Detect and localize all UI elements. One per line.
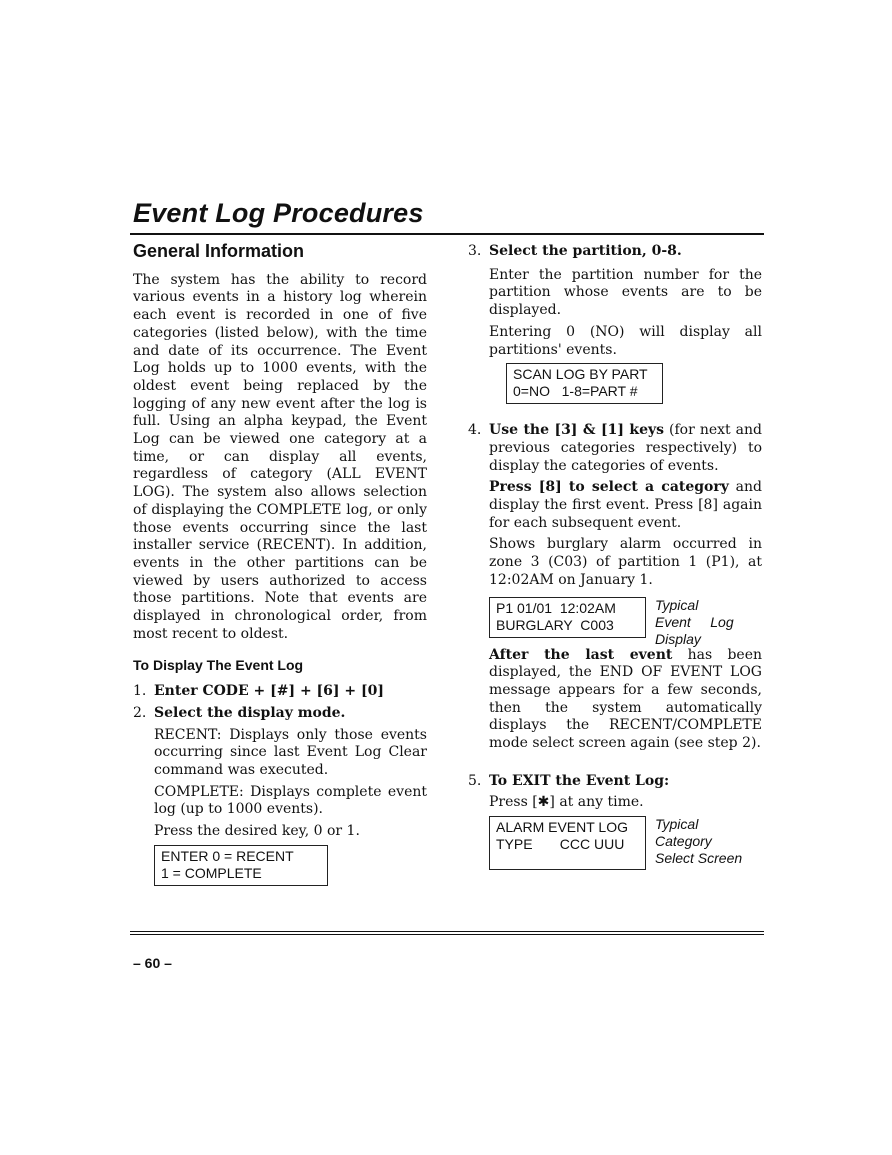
page-number: – 60 – bbox=[133, 955, 172, 971]
display-line-1: SCAN LOG BY PART bbox=[513, 366, 648, 383]
step-title: Use the [3] & [1] keys bbox=[489, 422, 665, 439]
step-5 bbox=[468, 773, 762, 870]
caption-line-3: Select Screen bbox=[655, 850, 743, 867]
display-line-1: ALARM EVENT LOG bbox=[496, 819, 629, 836]
display-caption bbox=[655, 597, 739, 648]
step-title: Select the partition, 0-8. bbox=[489, 243, 682, 259]
step-3 bbox=[468, 243, 762, 404]
right-column bbox=[468, 243, 762, 870]
step-title: To EXIT the Event Log: bbox=[489, 772, 670, 789]
select-category-rest: and display the first event. Press [8] again for each subsequent event. bbox=[489, 479, 762, 531]
caption-line-1: Typical bbox=[655, 596, 699, 613]
select-category-instruction bbox=[489, 479, 762, 532]
end-of-log-description bbox=[489, 647, 762, 753]
step-2 bbox=[133, 705, 427, 886]
footer-rule bbox=[130, 931, 764, 935]
step-number: 5. bbox=[468, 772, 482, 789]
step-4 bbox=[468, 422, 762, 753]
caption-line-2: Category bbox=[655, 833, 712, 850]
display-line-2: TYPE CCC UUU bbox=[496, 836, 625, 853]
all-partitions-note: Entering 0 (NO) will display all partitions' events. bbox=[489, 323, 762, 358]
display-caption bbox=[655, 816, 742, 867]
display-line-1: P1 01/01 12:02AM bbox=[496, 599, 616, 616]
keypad-display-mode-select bbox=[154, 845, 328, 886]
end-of-log-rest: has been displayed, the END OF EVENT LOG message appears for a few seconds, then the system automatically displays the RECENT/COMPLETE mode select screen again (see step 2). bbox=[489, 646, 762, 752]
step-1 bbox=[133, 683, 427, 701]
display-line-2: 1 = COMPLETE bbox=[161, 864, 262, 881]
page-title: Event Log Procedures bbox=[133, 198, 424, 228]
step-number: 2. bbox=[133, 704, 147, 721]
display-line-2: 0=NO 1-8=PART # bbox=[513, 383, 638, 400]
step-number: 4. bbox=[468, 422, 482, 439]
step-title: Enter CODE + [#] + [6] + [0] bbox=[154, 683, 385, 700]
burglary-example-description: Shows burglary alarm occurred in zone 3 (C03) of partition 1 (P1), at 12:02AM on January 1. bbox=[489, 536, 762, 588]
keypad-display-category bbox=[489, 816, 646, 870]
step-title: Select the display mode. bbox=[154, 704, 346, 721]
keypad-display-scan-log bbox=[506, 363, 663, 404]
step-number: 1. bbox=[133, 683, 147, 700]
category-keys-instruction bbox=[489, 422, 762, 475]
event-log-display-example bbox=[489, 597, 762, 648]
exit-instruction: Press [✱] at any time. bbox=[489, 794, 644, 811]
recent-description: RECENT: Displays only those events occurring since last Event Log Clear command was executed. bbox=[154, 726, 427, 778]
keypad-display-event bbox=[489, 597, 646, 638]
display-line-1: ENTER 0 = RECENT bbox=[161, 847, 294, 864]
intro-paragraph: The system has the ability to record various events in a history log wherein each event is recorded in one of five categories (listed below), with the time and date of its occurrence. The Event Log holds up to 1000 events, with the oldest event being replaced by the logging of any new event after the log is full. Using an alpha keypad, the Event Log can be viewed one category at a time, or can display all events, regardless of category (ALL EVENT LOG). The system also allows selection of displaying the COMPLETE log, or only those events occurring since the last installer service (RECENT). In addition, events in the other partitions can be viewed by users authorized to access those partitions. Note that events are displayed in chronological order, from most recent to oldest. bbox=[133, 271, 427, 642]
step-number: 3. bbox=[468, 243, 482, 259]
general-information-heading: General Information bbox=[133, 241, 305, 261]
complete-description: COMPLETE: Displays complete event log (up to 1000 events). bbox=[154, 783, 427, 818]
caption-line-2: Event Log bbox=[655, 613, 734, 630]
step-title-rest: (for next and previous categories respectively) to display the categories of events. bbox=[489, 422, 762, 474]
press-key-instruction: Press the desired key, 0 or 1. bbox=[154, 823, 360, 840]
caption-line-3: Display bbox=[655, 630, 701, 647]
left-column bbox=[133, 243, 427, 886]
display-line-2: BURGLARY C003 bbox=[496, 616, 614, 633]
category-select-display-example bbox=[489, 816, 762, 870]
select-category-bold: Press [8] to select a category bbox=[489, 479, 729, 496]
display-event-log-heading: To Display The Event Log bbox=[133, 657, 304, 674]
title-rule bbox=[130, 233, 764, 235]
end-of-log-bold: After the last event bbox=[489, 646, 673, 663]
partition-instruction: Enter the partition number for the partition whose events are to be displayed. bbox=[489, 266, 762, 319]
caption-line-1: Typical bbox=[655, 816, 699, 833]
